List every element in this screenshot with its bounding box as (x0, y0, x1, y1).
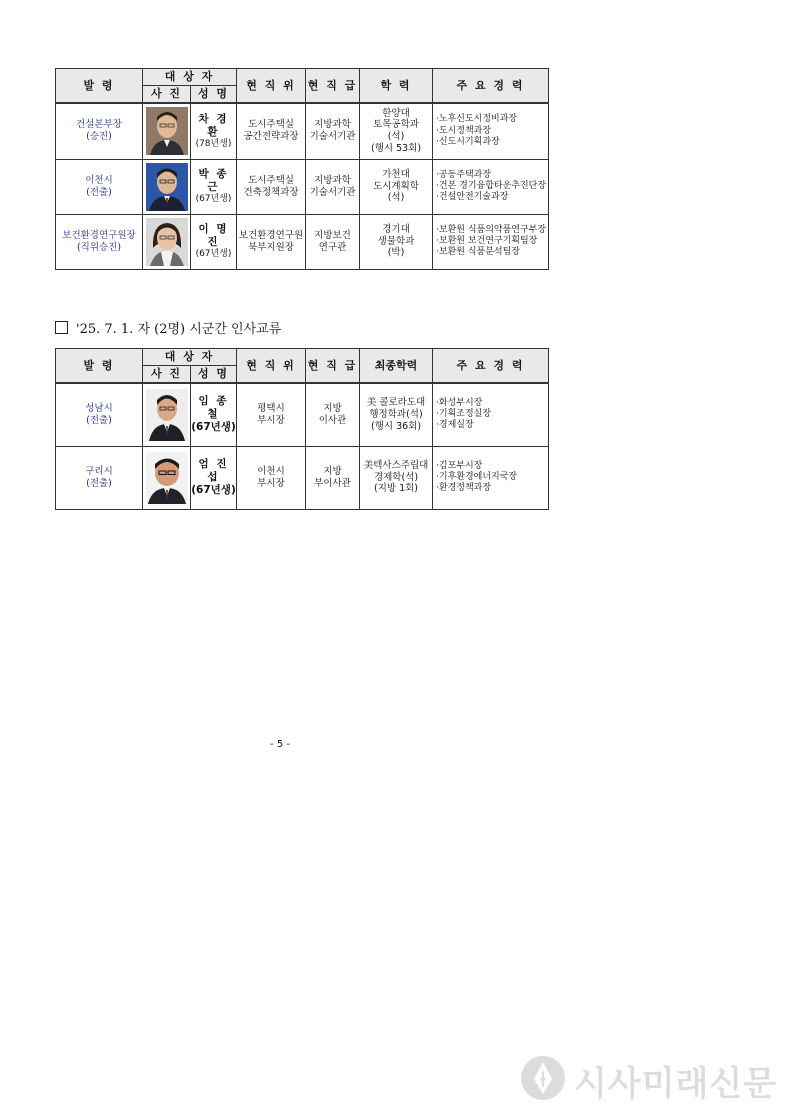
person-name: 차 경 환 (198, 112, 229, 138)
personnel-table-promotions (55, 68, 549, 270)
grade-cell (306, 159, 360, 214)
career-item: ·환경정책과장 (436, 483, 492, 494)
portrait-image (146, 452, 188, 504)
appointment-note: (전출) (86, 477, 112, 489)
education-cell (360, 159, 433, 214)
portrait-image (146, 107, 188, 155)
portrait-image (146, 389, 188, 441)
career-item: ·기후환경에너지국장 (436, 471, 518, 482)
career-item: ·건본 경기융합타운추진단장 (436, 180, 547, 191)
education-line: 행정학과(석) (369, 408, 423, 420)
table-row (56, 446, 549, 509)
header-current-position: 현 직 위 (237, 349, 306, 384)
education-line: 美 콜로라도대 (366, 396, 426, 408)
table-row (56, 383, 549, 446)
career-cell (433, 446, 549, 509)
career-item: ·보환원 식품분석팀장 (436, 247, 520, 258)
name-cell (191, 383, 237, 446)
header-target: 대 상 자 (143, 69, 237, 86)
appointment-label: 건설본부장 (76, 119, 122, 131)
grade-line: 기술서기관 (309, 186, 356, 198)
education-line: (박) (387, 247, 405, 259)
grade-cell (306, 103, 360, 159)
grade-line: 기술서기관 (309, 131, 356, 143)
position-cell (237, 103, 306, 159)
portrait-image (146, 163, 188, 211)
page-number: - 5 - (270, 739, 290, 750)
personnel-table-exchange (55, 348, 549, 510)
grade-line: 이사관 (318, 414, 347, 426)
position-line: 공간전략과장 (243, 131, 299, 143)
career-item: ·기획조정실장 (436, 409, 492, 420)
position-cell (237, 383, 306, 446)
birth-year: (67년생) (195, 249, 232, 259)
grade-line: 연구관 (318, 241, 347, 253)
name-cell (191, 446, 237, 509)
header-education: 최종학력 (360, 349, 433, 384)
grade-cell (306, 383, 360, 446)
birth-year: (67년생) (191, 421, 236, 434)
header-current-grade: 현 직 급 (306, 349, 360, 384)
grade-line: 지방 (323, 465, 342, 477)
birth-year: (78년생) (195, 138, 232, 149)
appointment-label: 이천시 (85, 174, 113, 186)
portrait-photo (143, 383, 191, 446)
table-row (56, 214, 549, 269)
grade-cell (306, 214, 360, 269)
education-line: (행시 36회) (370, 420, 422, 432)
appointment-label: 구리시 (85, 465, 113, 477)
appointment-cell (56, 103, 143, 159)
birth-year: (67년생) (191, 484, 236, 497)
portrait-photo (143, 446, 191, 509)
portrait-photo (143, 103, 191, 159)
education-line: (석) (387, 192, 405, 204)
grade-line: 지방과학 (314, 119, 351, 131)
person-name: 이 명 진 (198, 222, 229, 248)
header-target: 대 상 자 (143, 349, 237, 366)
career-item: ·건설안전기술과장 (436, 192, 509, 203)
name-cell (191, 159, 237, 214)
portrait-photo (143, 159, 191, 214)
education-line: (행시 53회) (370, 143, 422, 155)
career-item: ·보환원 식품의약품연구부장 (436, 224, 547, 235)
position-line: 건축정책과장 (243, 186, 299, 198)
education-line: 경기대 (382, 223, 410, 235)
grade-line: 지방보건 (314, 229, 351, 241)
education-cell (360, 383, 433, 446)
person-name: 엄 진 섭 (198, 457, 229, 483)
education-cell (360, 103, 433, 159)
career-item: ·보환원 보건연구기획팀장 (436, 235, 538, 246)
career-cell (433, 159, 549, 214)
position-line: 도시주택실 (248, 119, 294, 131)
education-line: 한양대 (382, 107, 410, 119)
position-cell (237, 159, 306, 214)
header-current-grade: 현 직 급 (306, 69, 360, 104)
appointment-cell (56, 383, 143, 446)
career-item: ·도시정책과장 (436, 125, 492, 136)
career-item: ·김포부시장 (436, 460, 483, 471)
career-cell (433, 103, 549, 159)
position-cell (237, 214, 306, 269)
position-line: 이천시 (257, 465, 285, 477)
name-cell (191, 214, 237, 269)
position-cell (237, 446, 306, 509)
header-appointment: 발 령 (56, 349, 143, 384)
checkbox-square-icon (55, 321, 68, 334)
header-current-position: 현 직 위 (237, 69, 306, 104)
grade-line: 지방 (323, 402, 342, 414)
position-line: 북부지원장 (248, 241, 294, 253)
appointment-cell (56, 159, 143, 214)
header-appointment: 발 령 (56, 69, 143, 104)
education-line: 가천대 (382, 168, 410, 180)
education-cell (360, 214, 433, 269)
header-photo: 사 진 (143, 366, 191, 384)
education-line: 도시계획학 (373, 180, 419, 192)
appointment-label: 보건환경연구원장 (62, 229, 136, 241)
appointment-note: (직위승진) (76, 241, 122, 253)
header-career: 주 요 경 력 (433, 69, 549, 104)
education-line: 美텍사스주립대 (363, 459, 429, 471)
appointment-cell (56, 446, 143, 509)
header-career: 주 요 경 력 (433, 349, 549, 384)
career-cell (433, 383, 549, 446)
education-line: (지방 1회) (374, 483, 419, 495)
education-cell (360, 446, 433, 509)
education-line: 경제학(석) (373, 471, 419, 483)
section-title-text: '25. 7. 1. 자 (2명) 시군간 인사교류 (76, 322, 282, 337)
education-line: (석) (387, 131, 405, 143)
position-line: 부시장 (257, 414, 285, 426)
appointment-note: (전출) (86, 414, 112, 426)
grade-line: 부이사관 (314, 477, 351, 489)
portrait-image (146, 218, 188, 266)
header-education: 학 력 (360, 69, 433, 104)
appointment-label: 성남시 (85, 402, 113, 414)
fountain-pen-nib-icon (518, 1053, 568, 1103)
education-line: 토목공학과 (373, 119, 419, 131)
table-row (56, 159, 549, 214)
appointment-cell (56, 214, 143, 269)
birth-year: (67년생) (195, 194, 232, 204)
career-item: ·화성부시장 (436, 397, 483, 408)
appointment-note: (승진) (86, 131, 112, 143)
position-line: 부시장 (257, 477, 285, 489)
position-line: 보건환경연구원 (238, 229, 304, 241)
header-name: 성 명 (191, 86, 237, 104)
portrait-photo (143, 214, 191, 269)
watermark-text: 시사미래신문 (574, 1064, 778, 1104)
person-name: 박 종 근 (198, 167, 229, 193)
person-name: 임 종 철 (198, 395, 229, 421)
watermark-logo (518, 1050, 778, 1106)
header-name: 성 명 (191, 366, 237, 384)
career-cell (433, 214, 549, 269)
career-item: ·노후신도시정비과장 (436, 114, 518, 125)
name-cell (191, 103, 237, 159)
education-line: 생물학과 (377, 235, 415, 247)
position-line: 평택시 (257, 402, 285, 414)
appointment-note: (전출) (86, 186, 112, 198)
section-title (55, 318, 281, 337)
grade-line: 지방과학 (314, 174, 351, 186)
career-item: ·경제실장 (436, 420, 474, 431)
header-photo: 사 진 (143, 86, 191, 104)
career-item: ·공동주택과장 (436, 169, 492, 180)
table-row (56, 103, 549, 159)
career-item: ·신도시기획과장 (436, 136, 500, 147)
position-line: 도시주택실 (248, 174, 294, 186)
grade-cell (306, 446, 360, 509)
